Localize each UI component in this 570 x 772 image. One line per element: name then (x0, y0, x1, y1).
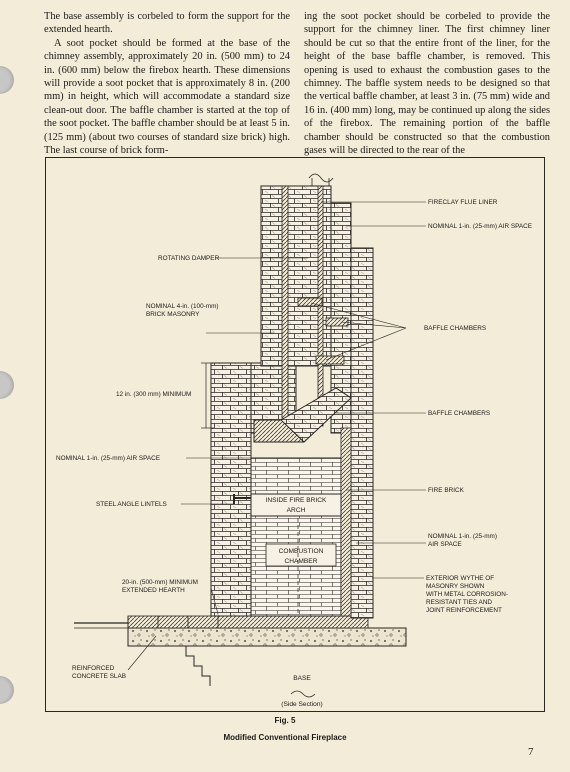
label-fireclay-flue-liner: FIRECLAY FLUE LINER (428, 199, 498, 206)
fireplace-diagram (46, 158, 544, 711)
label-minimum-12: 12 in. (300 mm) MINIMUM (116, 391, 192, 398)
figure-title: Modified Conventional Fireplace (223, 733, 347, 742)
label-brick-masonry-1: NOMINAL 4-in. (100-mm) (146, 303, 219, 310)
label-rotating-damper: ROTATING DAMPER (158, 255, 220, 262)
binder-hole-middle (0, 371, 14, 399)
label-steel-angle-lintels: STEEL ANGLE LINTELS (96, 501, 167, 508)
text-column-left (44, 10, 290, 157)
label-exterior-wythe-5: JOINT REINFORCEMENT (426, 607, 502, 614)
label-chamber: CHAMBER (284, 558, 318, 565)
paragraph: A soot pocket should be formed at the base of the chimney assembly, approximately 20 in. (500 mm) to 24 in. (600 mm) below the firebox hearth. These dimensions will provide a soot pocket that is approximately 8 in. (200 mm) in height, which will accommodate a standard size clean-out door. The baffle chamber is started at the top of the soot pocket. The baffle chamber should be at least 5 in. (125 mm) (about two courses of standard size brick) high. The last course of brick form- (44, 37, 290, 157)
label-exterior-wythe-2: MASONRY SHOWN (426, 583, 485, 590)
label-air-space-top: NOMINAL 1-in. (25-mm) AIR SPACE (428, 223, 533, 230)
figure-number: Fig. 5 (274, 716, 296, 725)
label-exterior-wythe-4: RESISTANT TIES AND (426, 599, 493, 606)
label-reinforced-2: CONCRETE SLAB (72, 673, 126, 680)
label-exterior-wythe-3: WITH METAL CORROSION- (426, 591, 509, 598)
label-combustion: COMBUSTION (278, 548, 324, 555)
figure-frame (45, 157, 545, 712)
label-air-space-left: NOMINAL 1-in. (25-mm) AIR SPACE (56, 455, 161, 462)
label-brick-masonry-2: BRICK MASONRY (146, 311, 200, 318)
label-extended-hearth-1: 20-in. (500-mm) MINIMUM (122, 579, 198, 586)
binder-hole-top (0, 66, 14, 94)
label-air-space-right-1: NOMINAL 1-in. (25-mm) (428, 533, 498, 540)
label-air-space-right-2: AIR SPACE (428, 541, 462, 548)
paragraph: ing the soot pocket should be corbeled to provide the support for the chimney liner. The first chimney liner should be cut so that the entire front of the liner, for the height of the base baffle chamber, is removed. This opening is used to exhaust the combustion gases to the chimney. The baffle system needs to be designed so that the vertical baffle chamber, at least 3 in. (75 mm) wide and 16 in. (400 mm) long, may be continued up along the sides of the firebox. The remaining portion of the baffle chamber should be constructed so that the combustion gases will be directed to the rear of the (304, 11, 550, 157)
label-baffle-chambers-2: BAFFLE CHAMBERS (428, 410, 491, 417)
binder-hole-bottom (0, 676, 14, 704)
label-arch: ARCH (286, 507, 306, 514)
label-reinforced-1: REINFORCED (72, 665, 115, 672)
text-column-right (304, 10, 550, 157)
paragraph: The base assembly is corbeled to form the support for the extended hearth. (44, 11, 290, 36)
label-side-section: (Side Section) (281, 701, 323, 708)
label-baffle-chambers-1: BAFFLE CHAMBERS (424, 325, 487, 332)
page-number: 7 (528, 746, 534, 758)
label-exterior-wythe-1: EXTERIOR WYTHE OF (426, 575, 495, 582)
label-fire-brick: FIRE BRICK (428, 487, 464, 494)
label-extended-hearth-2: EXTENDED HEARTH (122, 587, 185, 594)
label-inside-fire-brick: INSIDE FIRE BRICK (265, 497, 327, 504)
label-base: BASE (293, 675, 311, 682)
